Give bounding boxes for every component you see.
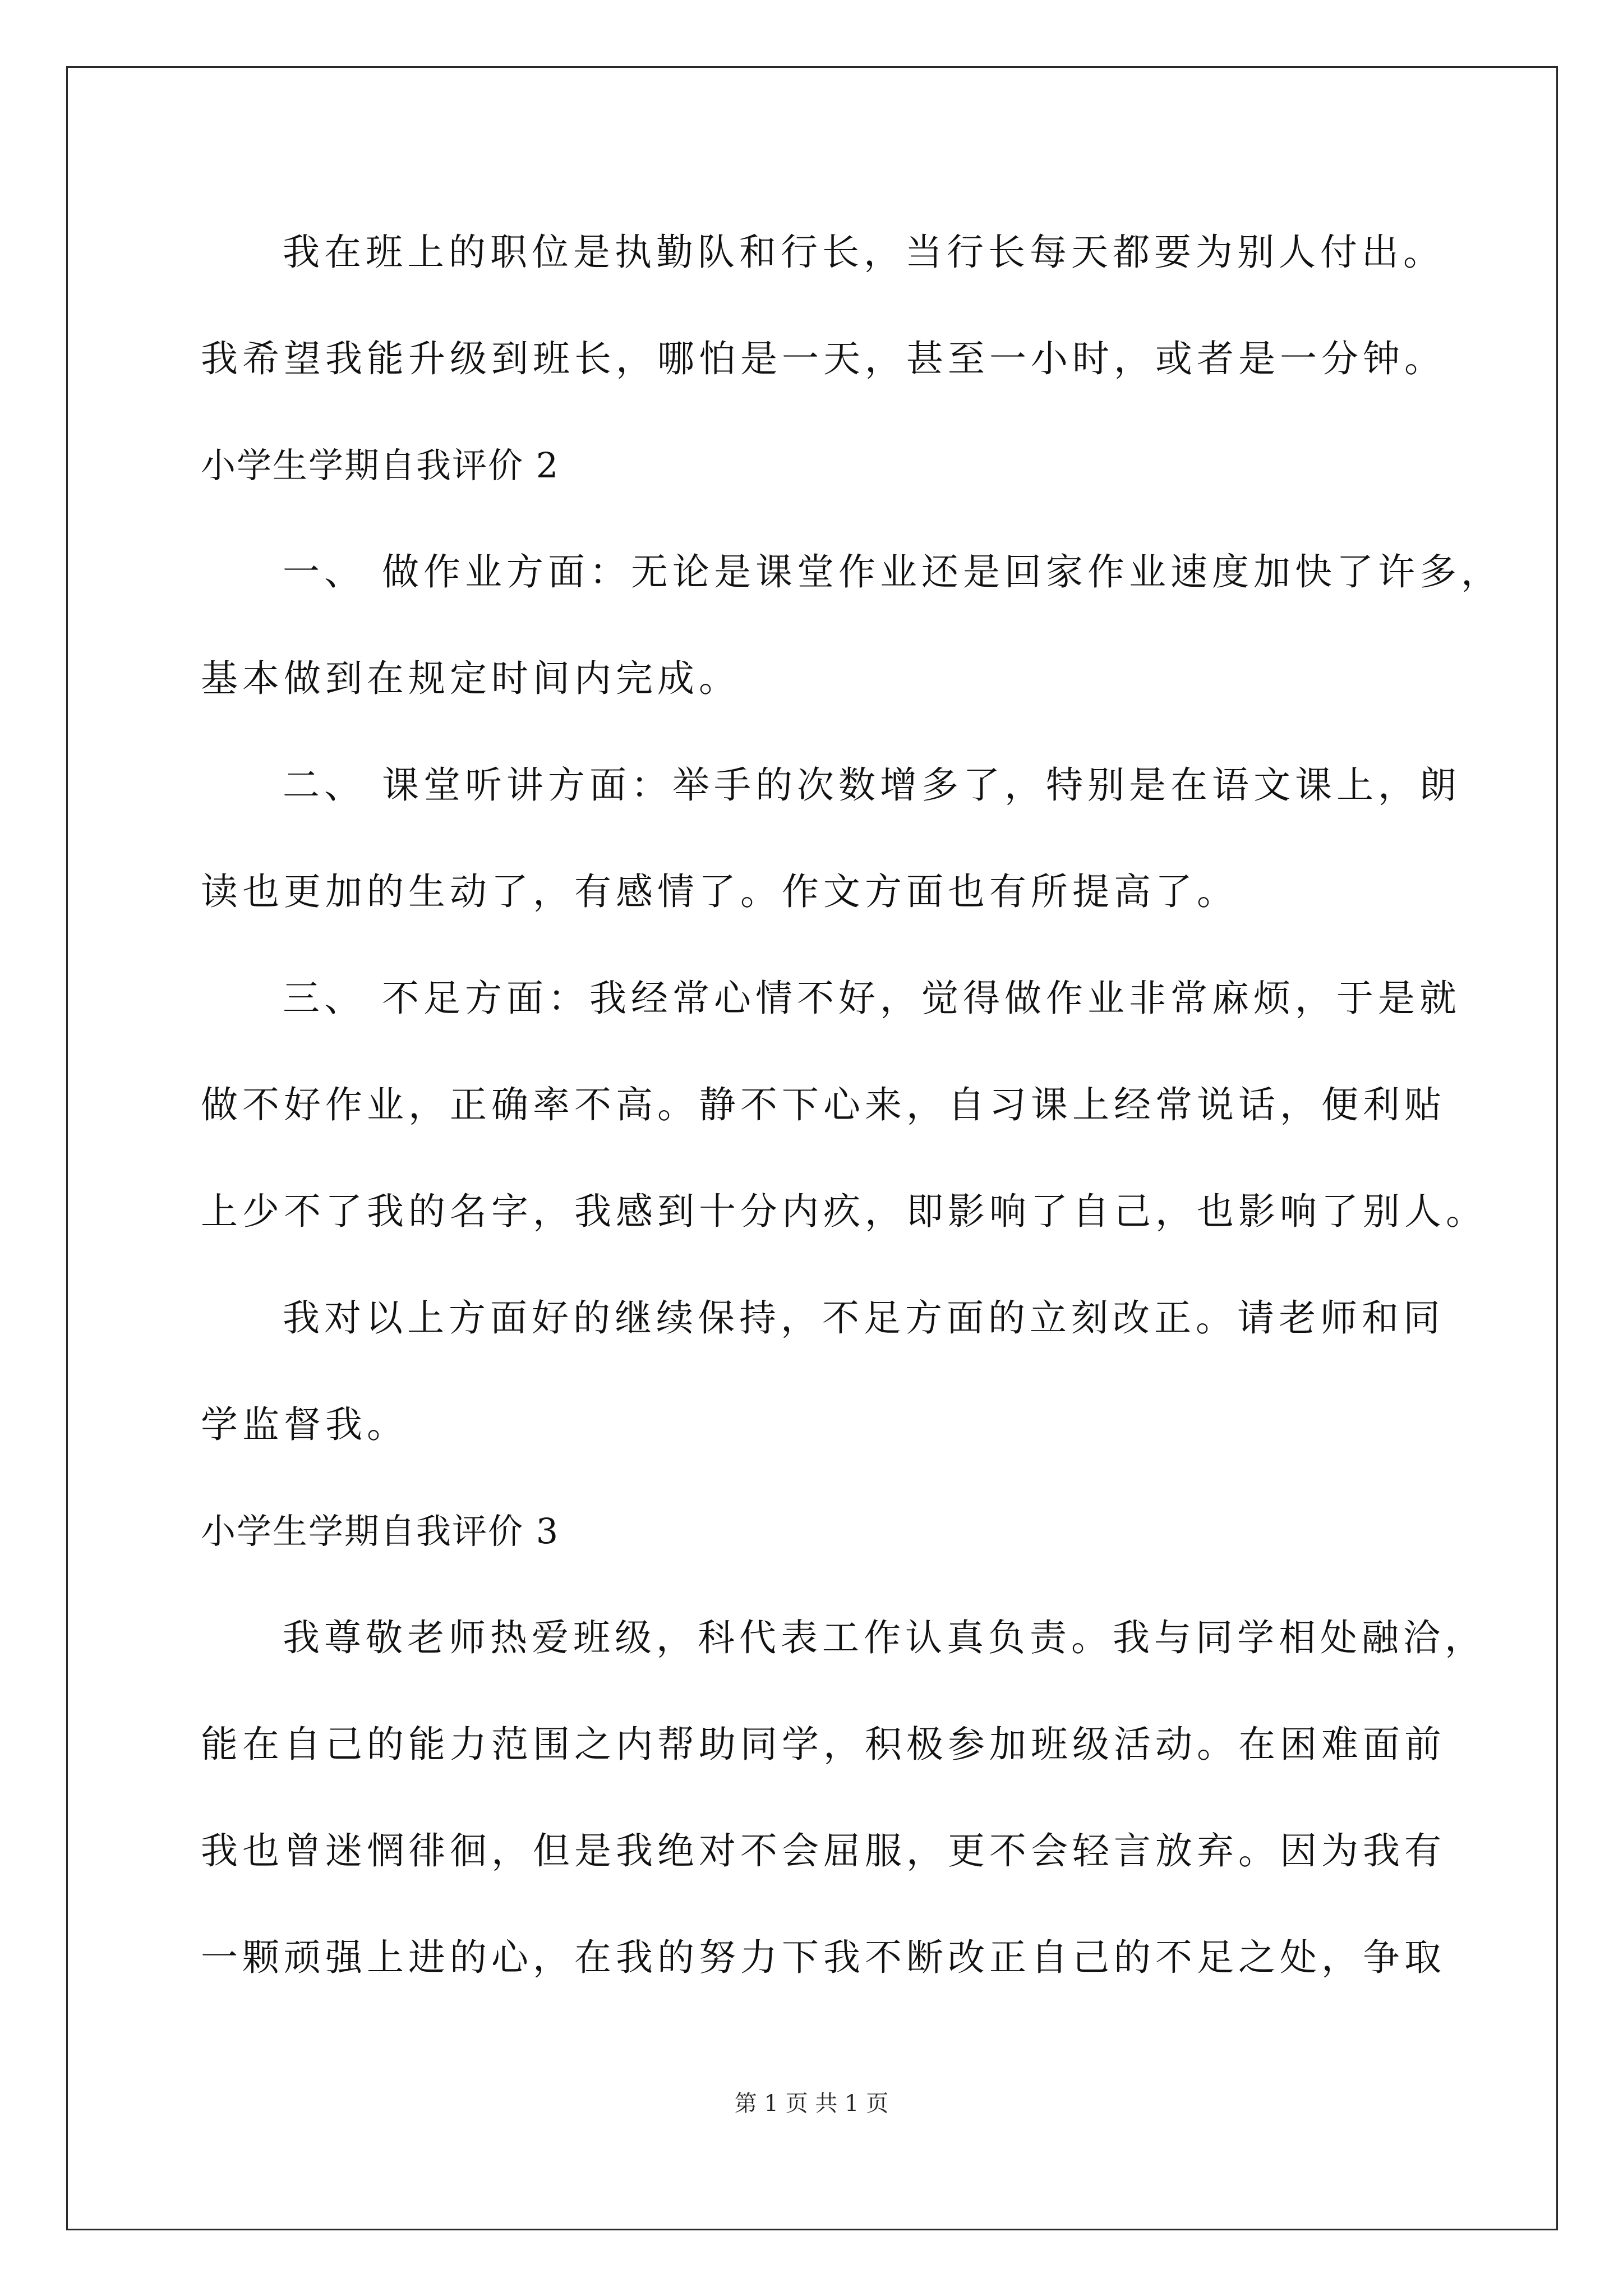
section-heading: 小学生学期自我评价 3 — [201, 1511, 560, 1552]
paragraph-line: 三、 不足方面：我经常心情不好，觉得做作业非常麻烦，于是就 — [283, 977, 1461, 1020]
paragraph-line: 上少不了我的名字，我感到十分内疚，即影响了自己，也影响了别人。 — [201, 1190, 1487, 1233]
paragraph-line: 做不好作业，正确率不高。静不下心来，自习课上经常说话，便利贴 — [201, 1083, 1446, 1126]
section-heading: 小学生学期自我评价 2 — [201, 445, 560, 486]
paragraph-line: 我在班上的职位是执勤队和行长，当行长每天都要为别人付出。 — [283, 231, 1445, 274]
paragraph-line: 读也更加的生动了，有感情了。作文方面也有所提高了。 — [201, 870, 1238, 913]
paragraph-line: 一颗顽强上进的心，在我的努力下我不断改正自己的不足之处，争取 — [201, 1936, 1446, 1979]
paragraph-line: 学监督我。 — [201, 1403, 408, 1446]
paragraph-line: 能在自己的能力范围之内帮助同学，积极参加班级活动。在困难面前 — [201, 1723, 1446, 1766]
page-footer: 第 1 页 共 1 页 — [734, 2091, 889, 2116]
paragraph-line: 我也曾迷惘徘徊，但是我绝对不会屈服，更不会轻言放弃。因为我有 — [201, 1829, 1446, 1872]
paragraph-line: 我希望我能升级到班长，哪怕是一天，甚至一小时，或者是一分钟。 — [201, 337, 1446, 380]
paragraph-line: 二、 课堂听讲方面：举手的次数增多了，特别是在语文课上，朗 — [283, 763, 1461, 807]
paragraph-line: 基本做到在规定时间内完成。 — [201, 657, 740, 700]
paragraph-line: 我尊敬老师热爱班级，科代表工作认真负责。我与同学相处融洽， — [283, 1616, 1486, 1659]
paragraph-line: 一、 做作业方面：无论是课堂作业还是回家作业速度加快了许多， — [283, 550, 1502, 593]
paragraph-line: 我对以上方面好的继续保持，不足方面的立刻改正。请老师和同 — [283, 1296, 1445, 1340]
page-border — [66, 66, 1558, 2230]
